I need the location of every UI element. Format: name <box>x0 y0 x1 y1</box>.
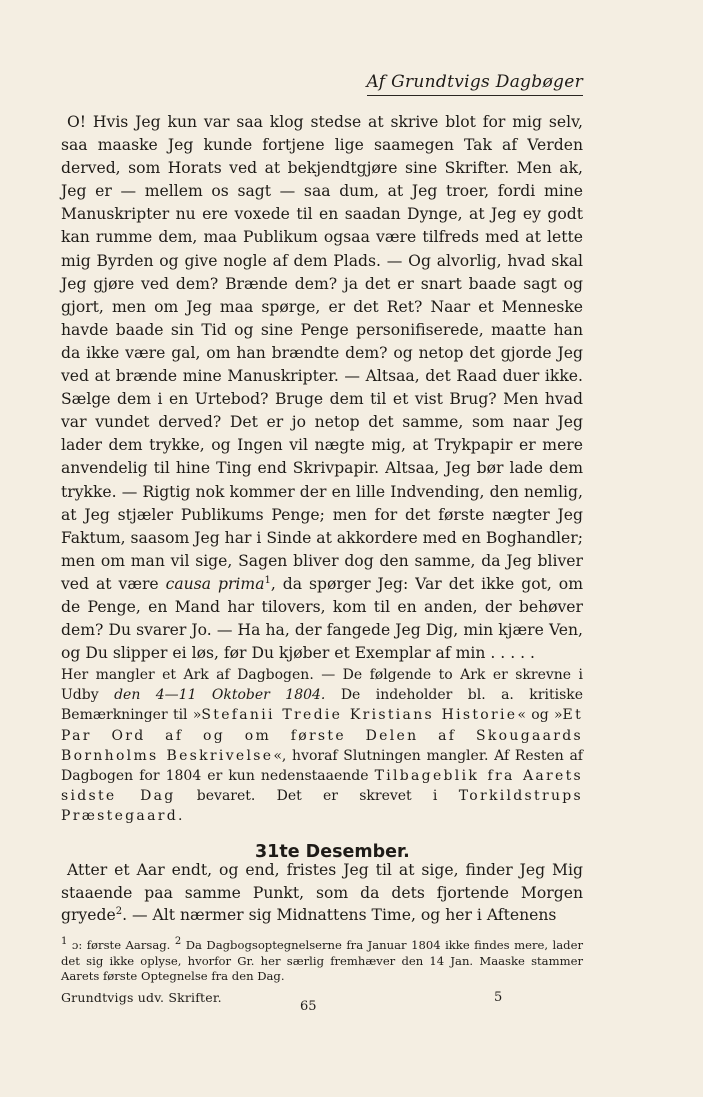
note-date: den 4—11 Oktober 1804. <box>114 687 326 704</box>
paragraph-text: , da spørger Jeg: Var det ikke got, om de Penge, en Mand har tilovers, kom til en anden, der behøver dem? Du svarer Jo. — Ha ha, der fangede Jeg Dig, min kjære Ven, og Du slipper ei løs, før Du kjøber et Exemplar af min . . . . . <box>61 574 583 663</box>
note-text: «, hvoraf Slutningen mangler. Af Resten af Dagbogen for 1804 er kun nedenstaaende <box>61 747 583 785</box>
note-text: Her mangler et Ark af Dagbogen. — De følgende to Ark er skrevne i Udby <box>61 667 583 704</box>
note-title: Tilbageblik fra Aarets sidste Dag <box>61 768 584 805</box>
editor-note <box>61 665 583 827</box>
note-text: . <box>177 808 183 825</box>
note-title: Stefanii Tredie Kristians Historie <box>201 707 518 724</box>
editor-note-text <box>61 665 583 827</box>
main-text <box>61 111 583 665</box>
footnotes <box>61 938 583 985</box>
section-heading: 31te Desember. <box>255 842 410 862</box>
note-title: Torkildstrups Præstegaard <box>61 788 584 825</box>
footnote-text: Da Dagbogsoptegnelserne fra Januar 1804 ikke findes mere, lader det sig ikke oplyse, hvorfor Gr. her særlig fremhæver den 14 Jan. Maaske stammer Aarets første Optegnelse fra den Dag. <box>61 938 583 983</box>
footnote-mark: 1 <box>264 574 271 586</box>
paragraph-text: Atter et Aar endt, og end, fristes Jeg til at sige, finder Jeg Mig staaende paa samme Punkt, som da dets fjortende Morgen gryede <box>61 861 583 925</box>
paragraph-text: . — Alt nærmer sig Midnattens Time, og her i Aftenens <box>122 906 557 925</box>
paragraph <box>61 111 583 665</box>
note-text: bevaret. Det er skrevet i <box>196 788 438 805</box>
footnote-text: ɔ: første Aarsag. <box>71 938 171 952</box>
italic-phrase: causa prima <box>165 574 265 593</box>
diary-entry <box>61 859 583 927</box>
footnote-number: 2 <box>174 936 182 948</box>
running-head: Af Grundtvigs Dagbøger <box>367 72 583 96</box>
paragraph-text: O! Hvis Jeg kun var saa klog stedse at skrive blot for mig selv, saa maaske Jeg kunde fortjene lige saamegen Tak af Verden derved, som Horats ved at bekjendtgjøre sine Skrifter. Men ak, Jeg er — mellem os sagt — saa dum, at Jeg troer, fordi mine Manuskripter nu ere voxede til en saadan Dynge, at Jeg ey godt kan rumme dem, maa Publikum ogsaa være tilfreds med at lette mig Byrden og give nogle af dem Plads. — Og alvorlig, hvad skal Jeg gjøre ved dem? Brænde dem? ja det er snart baade sagt og gjort, men om Jeg maa spørge, er det Ret? Naar et Menneske havde baade sin Tid og sine Penge personifiserede, maatte han da ikke være gal, om han brændte dem? og netop det gjorde Jeg ved at brænde mine Manuskripter. — Altsaa, det Raad duer ikke. Sælge dem i en Urtebod? Bruge dem til et vist Brug? Men hvad var vundet derved? Det er jo netop det samme, som naar Jeg lader dem trykke, og Ingen vil nægte mig, at Trykpapir er mere anvendelig til hine Ting end Skrivpapir. Altsaa, Jeg bør lade dem trykke. — Rigtig nok kommer der en lille Indvending, den nemlig, at Jeg stjæler Publikums Penge; men for det første nægter Jeg Faktum, saasom Jeg har i Sinde at akkordere med en Boghandler; men om man vil sige, Sagen bliver dog den samme, da Jeg bliver ved at være <box>61 113 583 593</box>
note-title: Et Par Ord af og om første Delen af Skougaards Bornholms Beskrivelse <box>61 707 583 764</box>
footnote-mark: 2 <box>115 906 123 917</box>
footnote-number: 1 <box>61 936 68 948</box>
page-number: 65 <box>300 999 317 1014</box>
book-title-footer: Grundtvigs udv. Skrifter. <box>61 990 222 1005</box>
footnote <box>61 938 583 985</box>
note-text: « og » <box>517 707 563 724</box>
signature-mark: 5 <box>494 990 503 1005</box>
paragraph <box>61 859 583 927</box>
note-text: De indeholder bl. a. kritiske Bemærkninger til » <box>61 687 584 724</box>
